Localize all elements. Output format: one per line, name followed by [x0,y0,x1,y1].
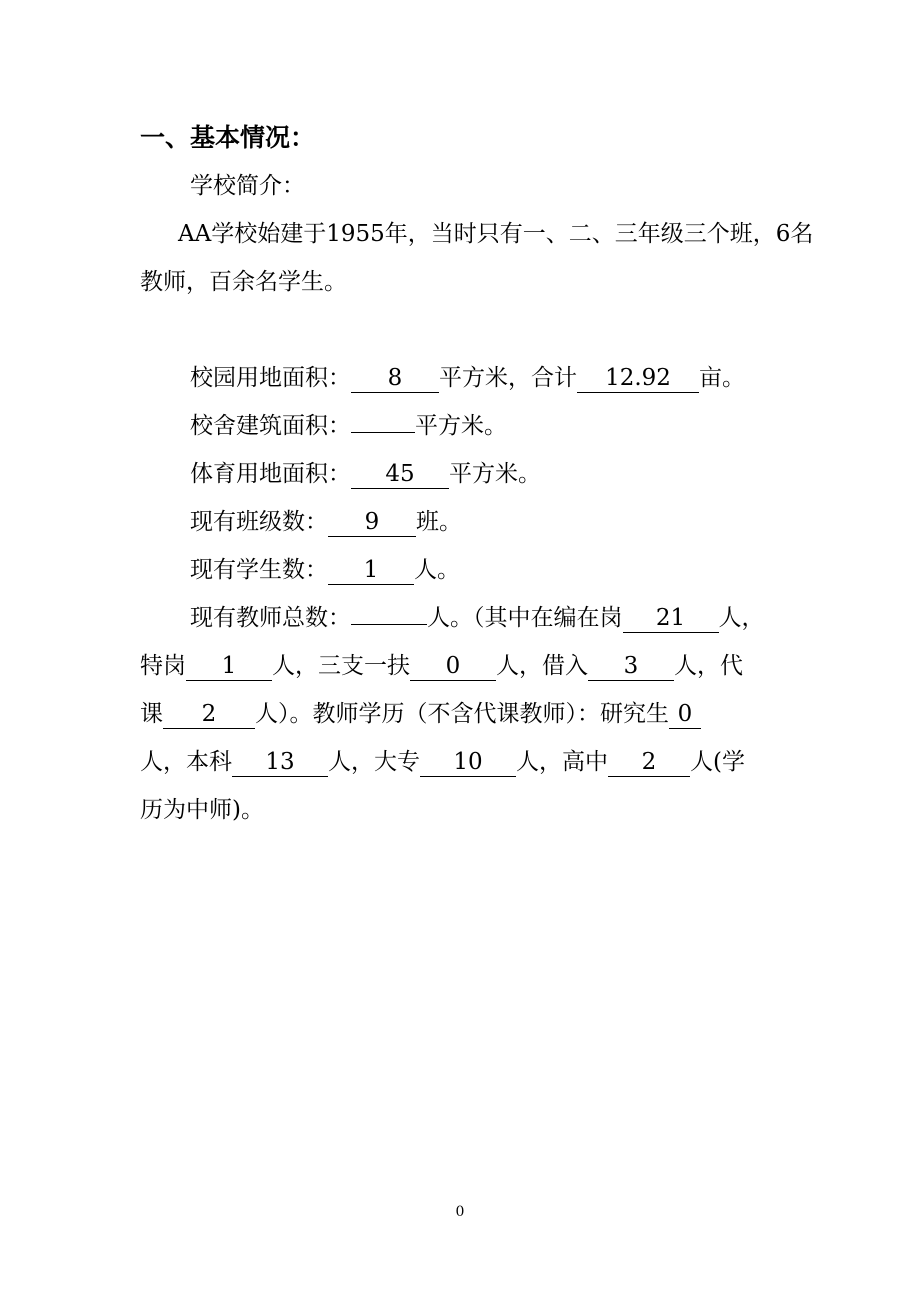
student-count-label: 现有学生数： [190,557,328,583]
teacher-line-2 [140,646,743,686]
class-count-label: 现有班级数： [190,509,328,535]
page-number: 0 [455,1204,465,1220]
class-count-unit: 班。 [416,509,462,535]
teacher-text-5: 人，借入 [496,653,588,679]
campus-area-label: 校园用地面积： [190,365,351,391]
teacher-text-7: 课 [140,701,163,727]
teacher-text-8: 人）。教师学历（不含代课教师）：研究生 [255,701,669,727]
teacher-text-6: 人，代 [674,653,743,679]
teacher-text-12: 人(学 [690,749,745,775]
building-area-value [351,432,415,433]
teacher-count-row [190,598,765,638]
teacher-text-9: 人，本科 [140,749,232,775]
student-count-value: 1 [328,556,414,585]
intro-line-2: 教师，百余名学生。 [140,269,347,295]
teacher-college-value: 10 [420,748,516,777]
teacher-postgrad-value: 0 [669,700,701,729]
class-count-row [190,502,462,542]
building-area-label: 校舍建筑面积： [190,413,351,439]
teacher-text-10: 人，大专 [328,749,420,775]
sports-area-unit: 平方米。 [449,461,541,487]
teacher-support-value: 0 [410,652,496,681]
teacher-line-3 [140,694,701,734]
sports-area-value: 45 [351,460,449,489]
sports-area-label: 体育用地面积： [190,461,351,487]
teacher-line-4 [140,742,745,782]
building-area-row [190,406,507,446]
teacher-in-post-value: 21 [623,604,719,633]
section-heading: 一、基本情况： [140,123,316,152]
campus-mu-value: 12.92 [577,364,699,393]
campus-mu-unit: 亩。 [699,365,745,391]
class-count-value: 9 [328,508,416,537]
teacher-special-value: 1 [186,652,272,681]
teacher-text-2: 人， [718,605,765,631]
teacher-total-value [351,624,427,625]
teacher-highschool-value: 2 [608,748,690,777]
teacher-text-11: 人，高中 [516,749,608,775]
teacher-text-1: 人。（其中在编在岗 [427,605,623,631]
campus-area-value: 8 [351,364,439,393]
teacher-line-5: 历为中师)。 [140,797,264,823]
sports-area-row [190,454,541,494]
teacher-text-4: 人，三支一扶 [272,653,410,679]
teacher-count-label: 现有教师总数： [190,605,351,631]
student-count-unit: 人。 [414,557,460,583]
teacher-bachelor-value: 13 [232,748,328,777]
teacher-substitute-value: 2 [163,700,255,729]
student-count-row [190,550,460,590]
campus-area-unit: 平方米，合计 [439,365,577,391]
campus-area-row [190,358,745,398]
teacher-borrowed-value: 3 [588,652,674,681]
building-area-unit: 平方米。 [415,413,507,439]
teacher-text-3: 特岗 [140,653,186,679]
intro-line-1: AA学校始建于1955年，当时只有一、二、三年级三个班，6名 [178,221,814,247]
intro-label: 学校简介： [190,173,305,199]
